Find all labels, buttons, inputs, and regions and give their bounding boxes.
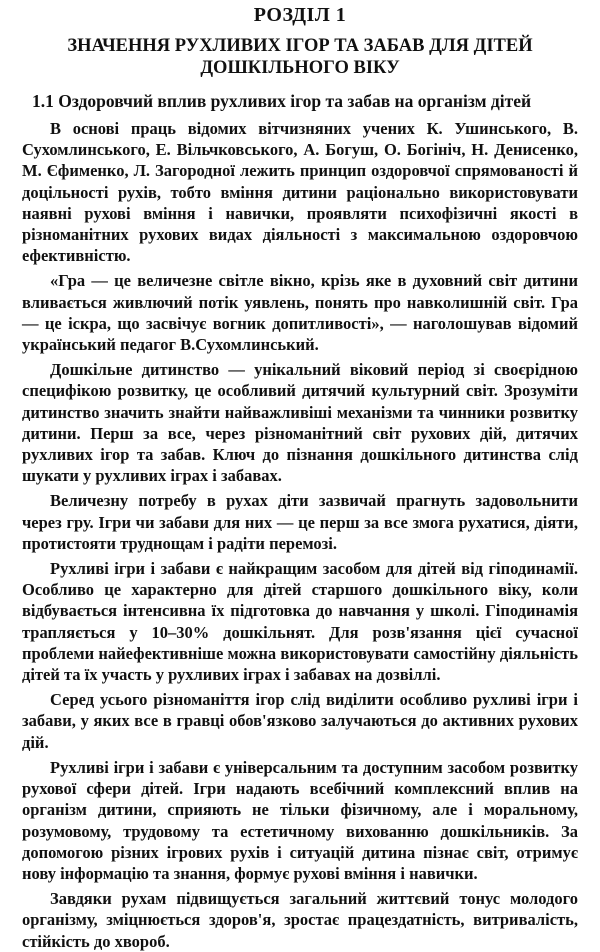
paragraph-6: Серед усього різноманіття ігор слід виділити особливо рухливі ігри і забави, у яких все в гравці обов'язково залучаються до активних рухових дій.: [22, 690, 578, 752]
paragraph-2: «Гра — це величезне світле вікно, крізь яке в духовний світ дитини вливається живлючий потік уявлень, понять про навколишній світ. Гра — це іскра, що засвічує вогник допитливості», — наголошував відомий український педагог В.Сухомлинський.: [22, 271, 578, 355]
chapter-title: [22, 35, 578, 79]
chapter-heading: РОЗДІЛ 1: [253, 4, 347, 26]
chapter-title-line-2: ДОШКІЛЬНОГО ВІКУ: [200, 58, 400, 78]
paragraph-7: Рухливі ігри і забави є універсальним та доступним засобом розвитку рухової сфери дітей. Ігри надають всебічний комплексний вплив на організм дитини, сприяють не тільки фізичному, але і моральному, розумовому, трудовому та естетичному вихованню дошкільників. За допомогою різних ігрових рухів і ситуацій дитина пізнає світ, отримує нову інформацію та знання, формує рухові вміння і навички.: [22, 757, 578, 883]
chapter-title-line-1: ЗНАЧЕННЯ РУХЛИВИХ ІГОР ТА ЗАБАВ ДЛЯ ДІТЕЙ: [67, 36, 533, 56]
paragraph-3: Дошкільне дитинство — унікальний віковий період зі своєрідною специфікою розвитку, це особливий дитячий культурний світ. Зрозуміти дитинство значить знайти найважливіші механізми та чинники розвитку дитини. Перш за все, через різноманітний світ рухових дій, дитячих рухливих ігор та забав. Ключ до пізнання дошкільного дитинства слід шукати у рухливих іграх і забавах.: [22, 360, 578, 486]
paragraph-5: Рухливі ігри і забави є найкращим засобом для дітей від гіподинамії. Особливо це характерно для дітей старшого дошкільного віку, коли відбувається інтенсивна їх підготовка до навчання у школі. Гіподинамія трапляється у 10–30% дошкільнят. Для розв'язання цієї сучасної проблеми найефективніше можна використовувати самостійну діяльність дітей та їх участь у рухливих іграх і забавах на дозвіллі.: [22, 559, 578, 685]
paragraph-8: Завдяки рухам підвищується загальний життєвий тонус молодого організму, зміцнюється здоров'я, зростає працездатність, витривалість, стійкість до хвороб.: [22, 889, 578, 951]
paragraph-4: Величезну потребу в рухах діти зазвичай прагнуть задовольнити через гру. Ігри чи забави для них — це перш за все змога рухатися, діяти, протистояти труднощам і радіти перемозі.: [22, 491, 578, 553]
section-title: 1.1 Оздоровчий вплив рухливих ігор та забав на організм дітей: [32, 91, 532, 111]
paragraph-1: В основі праць відомих вітчизняних учених К. Ушинського, В. Сухомлинського, Е. Вільчковського, А. Богуш, О. Богініч, Н. Денисенко, М. Єфименко, Л. Загородної лежить принцип оздоровчої спрямованості й доцільності рухів, тобто вміння дитини раціонально використовувати наявні рухові вміння і навички, проявляти психофізичні якості в різноманітних рухових видах діяльності з максимальною оздоровчою ефективністю.: [22, 119, 578, 266]
